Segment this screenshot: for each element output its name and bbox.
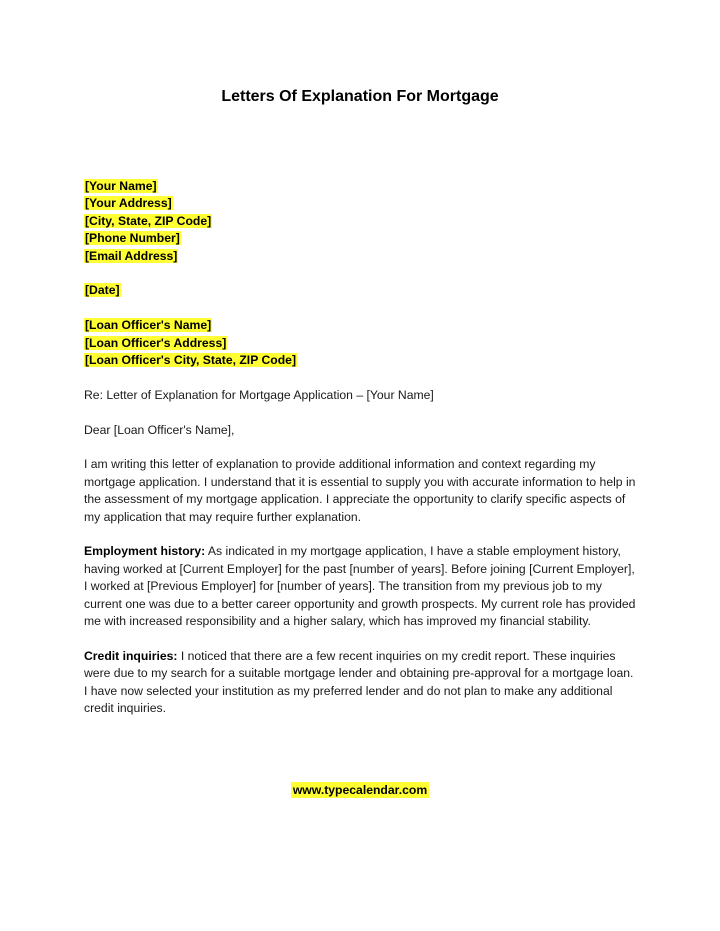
footer-watermark: [0, 783, 720, 797]
sender-email: [Email Address]: [85, 248, 178, 263]
credit-paragraph: [84, 648, 640, 718]
recipient-block: [84, 317, 640, 369]
sender-name: [Your Name]: [85, 179, 157, 193]
credit-label: Credit inquiries:: [84, 648, 178, 663]
sender-address: [Your Address]: [85, 196, 172, 211]
footer-url[interactable]: www.typecalendar.com: [292, 783, 428, 797]
letter-body: [84, 178, 640, 735]
employment-label: Employment history:: [84, 544, 206, 559]
subject-line: Re: Letter of Explanation for Mortgage Application – [Your Name]: [84, 387, 434, 402]
employment-text: As indicated in my mortgage application, I have a stable employment history, having worked at [Current Employer] for the past [number of years]. Before joining [Current Employer], I worked at [Previous Employer] for [number of years]. The transition from my previous job to my current one was due to a better career opportunity and growth prospects. My current role has provided me with increased responsibility and a higher salary, which has improved my financial stability.: [84, 544, 636, 629]
recipient-city-state-zip: [Loan Officer's City, State, ZIP Code]: [85, 353, 297, 368]
document-title: Letters Of Explanation For Mortgage: [221, 88, 499, 105]
recipient-name: [Loan Officer's Name]: [85, 318, 212, 333]
sender-block: [84, 178, 640, 265]
sender-phone: [Phone Number]: [85, 231, 180, 246]
letter-date: [Date]: [85, 283, 120, 298]
sender-city-state-zip: [City, State, ZIP Code]: [85, 213, 212, 228]
employment-paragraph: [84, 543, 640, 630]
salutation: Dear [Loan Officer's Name],: [84, 422, 235, 437]
recipient-address: [Loan Officer's Address]: [85, 335, 227, 350]
credit-text: I noticed that there are a few recent inquiries on my credit report. These inquiries were due to my search for a suitable mortgage lender and obtaining pre-approval for a mortgage loan. I have now selected your institution as my preferred lender and do not plan to make any additional credit inquiries.: [84, 648, 634, 716]
date-block: [84, 282, 640, 299]
intro-paragraph: I am writing this letter of explanation to provide additional information and context regarding my mortgage application. I understand that it is essential to supply you with accurate information to help in the assessment of my mortgage application. I appreciate the opportunity to clarify specific aspects of my application that may require further explanation.: [84, 457, 636, 524]
